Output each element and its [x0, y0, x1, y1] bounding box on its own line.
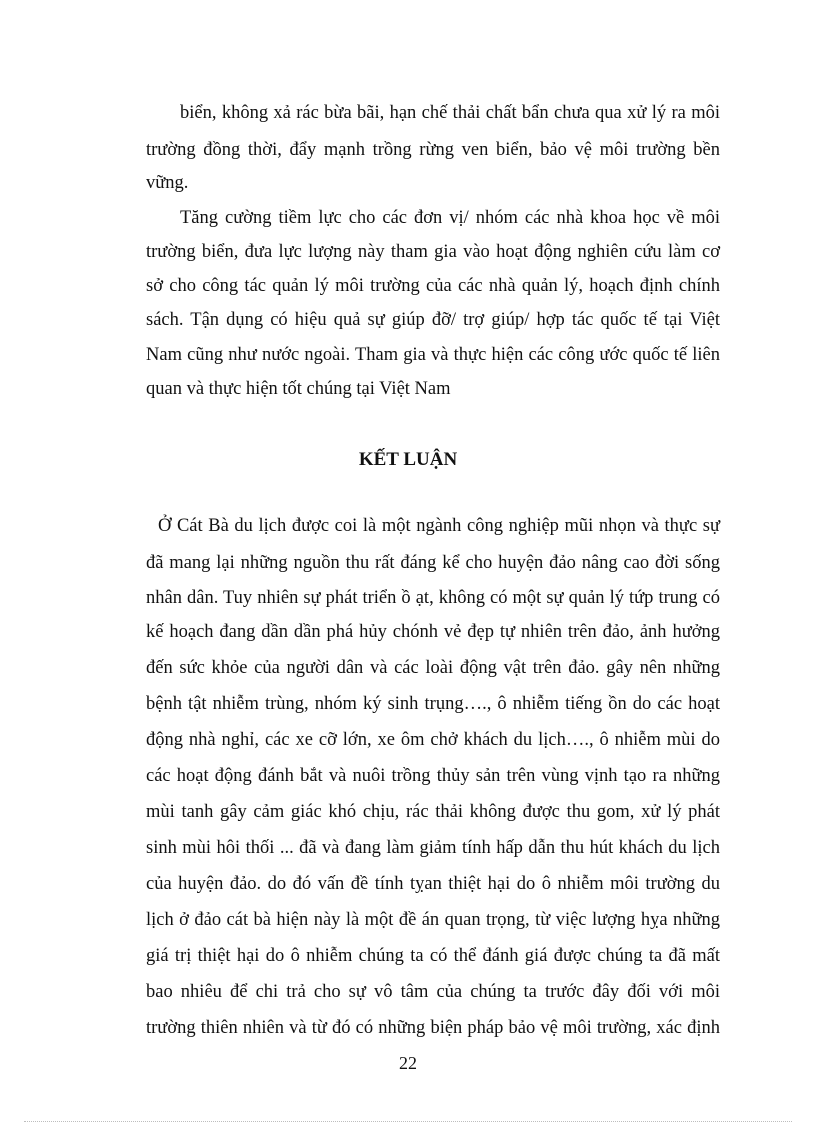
body-text-line: sách. Tận dụng có hiệu quả sự giúp đỡ/ trợ giúp/ hợp tác quốc tế tại Việt	[146, 310, 720, 330]
body-text-line: kế hoạch đang dần dần phá hủy chónh vẻ đẹp tự nhiên trên đảo, ảnh hưởng	[146, 622, 720, 642]
body-text-line: đã mang lại những nguồn thu rất đáng kể cho huyện đảo nâng cao đời sống	[146, 553, 720, 573]
body-text-line: của huyện đảo. do đó vấn đề tính tỵan thiệt hại do ô nhiễm môi trường du	[146, 874, 720, 894]
body-text-line: sở cho công tác quản lý môi trường của các nhà quản lý, hoạch định chính	[146, 276, 720, 296]
body-text-line: Tăng cường tiềm lực cho các đơn vị/ nhóm các nhà khoa học về môi	[180, 208, 720, 228]
body-text-line: lịch ở đảo cát bà hiện này là một đề án quan trọng, từ việc lượng hỵa những	[146, 910, 720, 930]
body-text-line: biển, không xả rác bừa bãi, hạn chế thải chất bẩn chưa qua xử lý ra môi	[180, 103, 720, 123]
page-bottom-rule	[24, 1121, 792, 1122]
body-text-line: động nhà nghỉ, các xe cỡ lớn, xe ôm chở khách du lịch…., ô nhiễm mùi do	[146, 730, 720, 750]
body-text-line: nhân dân. Tuy nhiên sự phát triển ồ ạt, không có một sự quản lý tứp trung có	[146, 588, 720, 608]
body-text-line: Ở Cát Bà du lịch được coi là một ngành công nghiệp mũi nhọn và thực sự	[158, 516, 720, 536]
section-heading: KẾT LUẬN	[358, 449, 458, 470]
body-text-line: mùi tanh gây cảm giác khó chịu, rác thải không được thu gom, xử lý phát	[146, 802, 720, 822]
body-text-line: đến sức khỏe của người dân và các loài động vật trên đảo. gây nên những	[146, 658, 720, 678]
body-text-line: vững.	[146, 173, 189, 193]
body-text-line: giá trị thiệt hại do ô nhiễm chúng ta có thể đánh giá được chúng ta đã mất	[146, 946, 720, 966]
body-text-line: trường biển, đưa lực lượng này tham gia vào hoạt động nghiên cứu làm cơ	[146, 242, 720, 262]
body-text-line: bệnh tật nhiễm trùng, nhóm ký sinh trụng…., ô nhiễm tiếng ồn do các hoạt	[146, 694, 720, 714]
page-number: 22	[399, 1053, 417, 1073]
body-text-line: quan và thực hiện tốt chúng tại Việt Nam	[146, 379, 451, 399]
body-text-line: bao nhiêu để chi trả cho sự vô tâm của chúng ta trước đây đối với môi	[146, 982, 720, 1002]
body-text-line: Nam cũng như nước ngoài. Tham gia và thực hiện các công ước quốc tế liên	[146, 345, 720, 365]
body-text-line: trường đồng thời, đẩy mạnh trồng rừng ven biển, bảo vệ môi trường bền	[146, 140, 720, 160]
body-text-line: sinh mùi hôi thối ... đã và đang làm giảm tính hấp dẫn thu hút khách du lịch	[146, 838, 720, 858]
body-text-line: trường thiên nhiên và từ đó có những biện pháp bảo vệ môi trường, xác định	[146, 1018, 720, 1038]
body-text-line: các hoạt động đánh bắt và nuôi trồng thủy sản trên vùng vịnh tạo ra những	[146, 766, 720, 786]
